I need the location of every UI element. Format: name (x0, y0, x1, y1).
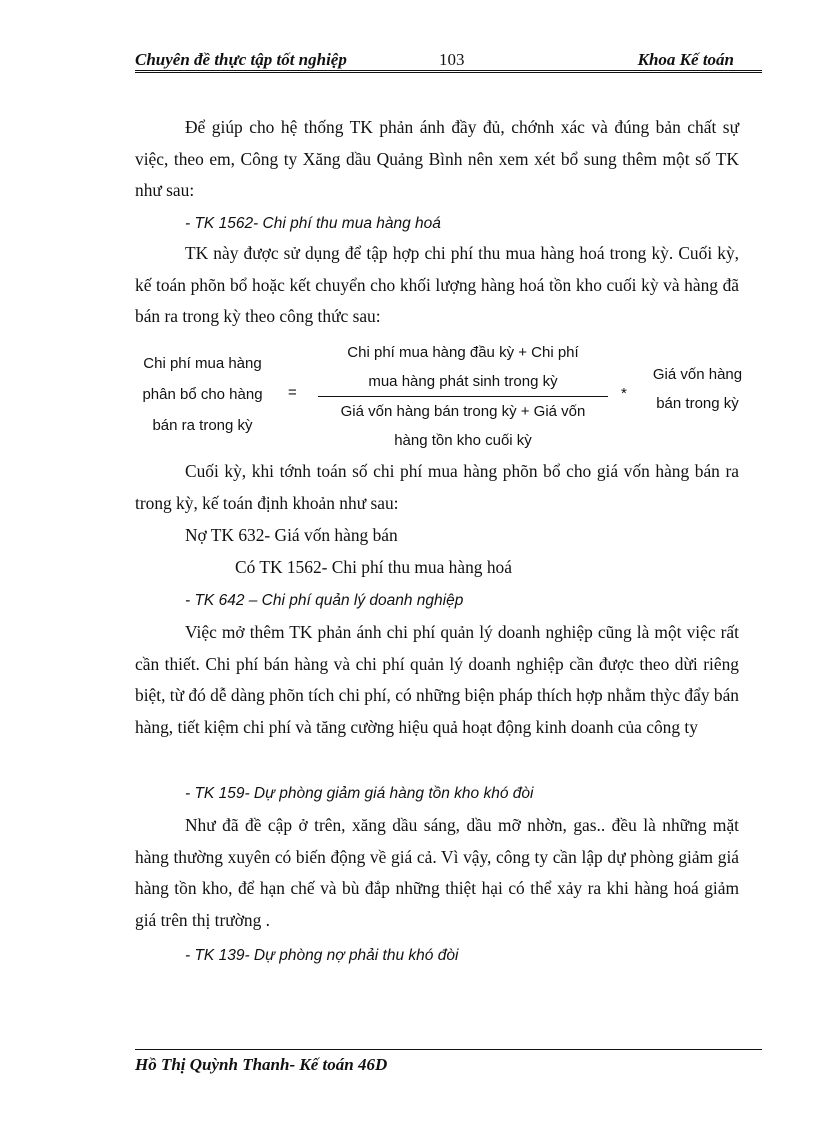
formula-fraction (318, 338, 608, 455)
paragraph-period-end: Cuối kỳ, khi tớnh toán số chi phí mua hàng phõn bổ cho giá vốn hàng bán ra trong kỳ, kế toán định khoản như sau: (135, 461, 739, 513)
paragraph-tk-642: Việc mở thêm TK phản ánh chi phí quản lý doanh nghiệp cũng là một việc rất cần thiết. Chi phí bán hàng và chi phí quản lý doanh nghiệp cần được theo dừi riêng biệt, từ đó dễ dàng phõn tích chi phí, có những biện pháp thích hợp nhằm thỳc đẩy bán hàng, tiết kiệm chi phí và tăng cường hiệu quả hoạt động kinh doanh của công ty (135, 622, 739, 737)
heading-tk-1562: - TK 1562- Chi phí thu mua hàng hoá (185, 215, 441, 232)
allocation-formula (135, 338, 755, 453)
header-department: Khoa Kế toán (637, 50, 734, 69)
formula-numerator: Chi phí mua hàng đầu kỳ + Chi phí mua hàng phát sinh trong kỳ (347, 344, 579, 390)
formula-lhs: Chi phí mua hàng phân bổ cho hàng bán ra trong kỳ (142, 355, 263, 434)
header-title: Chuyên đề thực tập tốt nghiệp (135, 50, 347, 69)
page-header (135, 50, 762, 72)
paragraph-tk-1562: TK này được sử dụng để tập hợp chi phí thu mua hàng hoá trong kỳ. Cuối kỳ, kế toán phõn bổ hoặc kết chuyển cho khối lượng hàng hoá tồn kho cuối kỳ và hàng đã bán ra trong kỳ theo công thức sau: (135, 243, 739, 326)
heading-tk-642: - TK 642 – Chi phí quản lý doanh nghiệp (185, 592, 464, 609)
formula-equals: = (288, 384, 297, 401)
paragraph-tk-159: Như đã đề cập ở trên, xăng dầu sáng, dầu mỡ nhờn, gas.. đều là những mặt hàng thường xuyên có biến động về giá cả. Vì vậy, công ty cần lập dự phòng giảm giá hàng tồn kho, để hạn chế và bù đắp những thiệt hại có thể xảy ra khi hàng hoá giảm giá trên thị trường . (135, 815, 739, 930)
page-number: 103 (439, 50, 465, 69)
header-divider (135, 70, 762, 74)
formula-rhs: Giá vốn hàng bán trong kỳ (652, 366, 743, 412)
heading-tk-159: - TK 159- Dự phòng giảm giá hàng tồn kho khó đòi (185, 785, 534, 802)
entry-credit: Có TK 1562- Chi phí thu mua hàng hoá (235, 557, 512, 577)
entry-debit: Nợ TK 632- Giá vốn hàng bán (185, 525, 398, 545)
heading-tk-139: - TK 139- Dự phòng nợ phải thu khó đòi (185, 947, 459, 964)
formula-multiply: * (621, 385, 627, 402)
page-footer: Hồ Thị Quỳnh Thanh- Kế toán 46D (135, 1055, 388, 1074)
footer-divider (135, 1049, 762, 1050)
paragraph-intro: Để giúp cho hệ thống TK phản ánh đầy đủ, chớnh xác và đúng bản chất sự việc, theo em, Công ty Xăng dầu Quảng Bình nên xem xét bổ sung thêm một số TK như sau: (135, 117, 739, 200)
formula-denominator: Giá vốn hàng bán trong kỳ + Giá vốn hàng tồn kho cuối kỳ (340, 403, 586, 449)
